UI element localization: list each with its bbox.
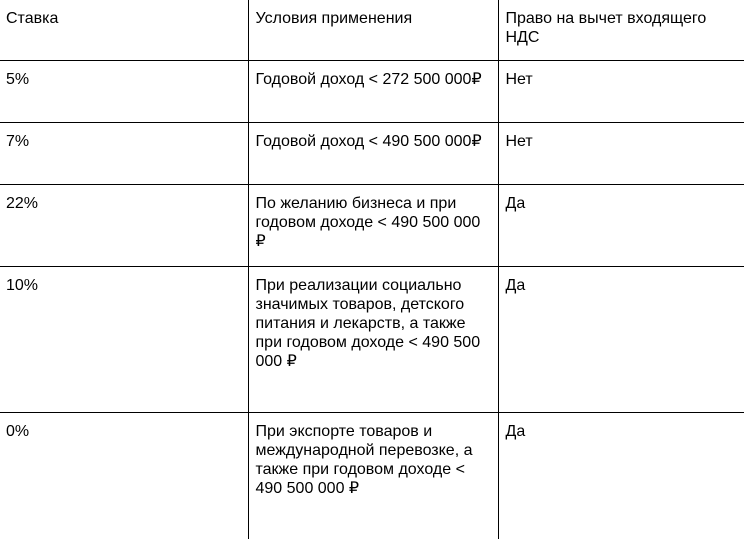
rate-cell: 22%	[0, 184, 248, 266]
conditions-cell: По желанию бизнеса и при годовом доходе < 490 500 000 ₽	[248, 184, 498, 266]
deduction-cell: Да	[505, 422, 526, 440]
deduction-cell: Нет	[498, 60, 744, 122]
conditions-cell: При реализации социально значимых товаров, детского питания и лекарств, а также при годовом доходе < 490 500 000 ₽	[248, 266, 498, 412]
rate-cell: 5%	[0, 60, 248, 122]
table-row	[0, 184, 744, 266]
rate-cell: 0%	[0, 412, 248, 539]
conditions-cell: Годовой доход < 272 500 000₽	[248, 60, 498, 122]
header-conditions: Условия применения	[248, 0, 498, 60]
deduction-cell: Да	[498, 266, 744, 412]
table-row	[0, 266, 744, 412]
header-deduction: Право на вычет входящего НДС	[498, 0, 744, 60]
deduction-cell: Да	[498, 184, 744, 266]
rate-cell: 10%	[0, 266, 248, 412]
conditions-cell: Годовой доход < 490 500 000₽	[248, 122, 498, 184]
rate-cell: 7%	[0, 122, 248, 184]
table-header-row	[0, 0, 744, 60]
table-row	[0, 122, 744, 184]
deduction-cell: Нет	[498, 122, 744, 184]
conditions-cell: При экспорте товаров и международной перевозке, а также при годовом доходе < 490 500 000 ₽	[248, 412, 498, 539]
table-row	[0, 412, 744, 539]
header-rate: Ставка	[0, 0, 248, 60]
table-row	[0, 60, 744, 122]
